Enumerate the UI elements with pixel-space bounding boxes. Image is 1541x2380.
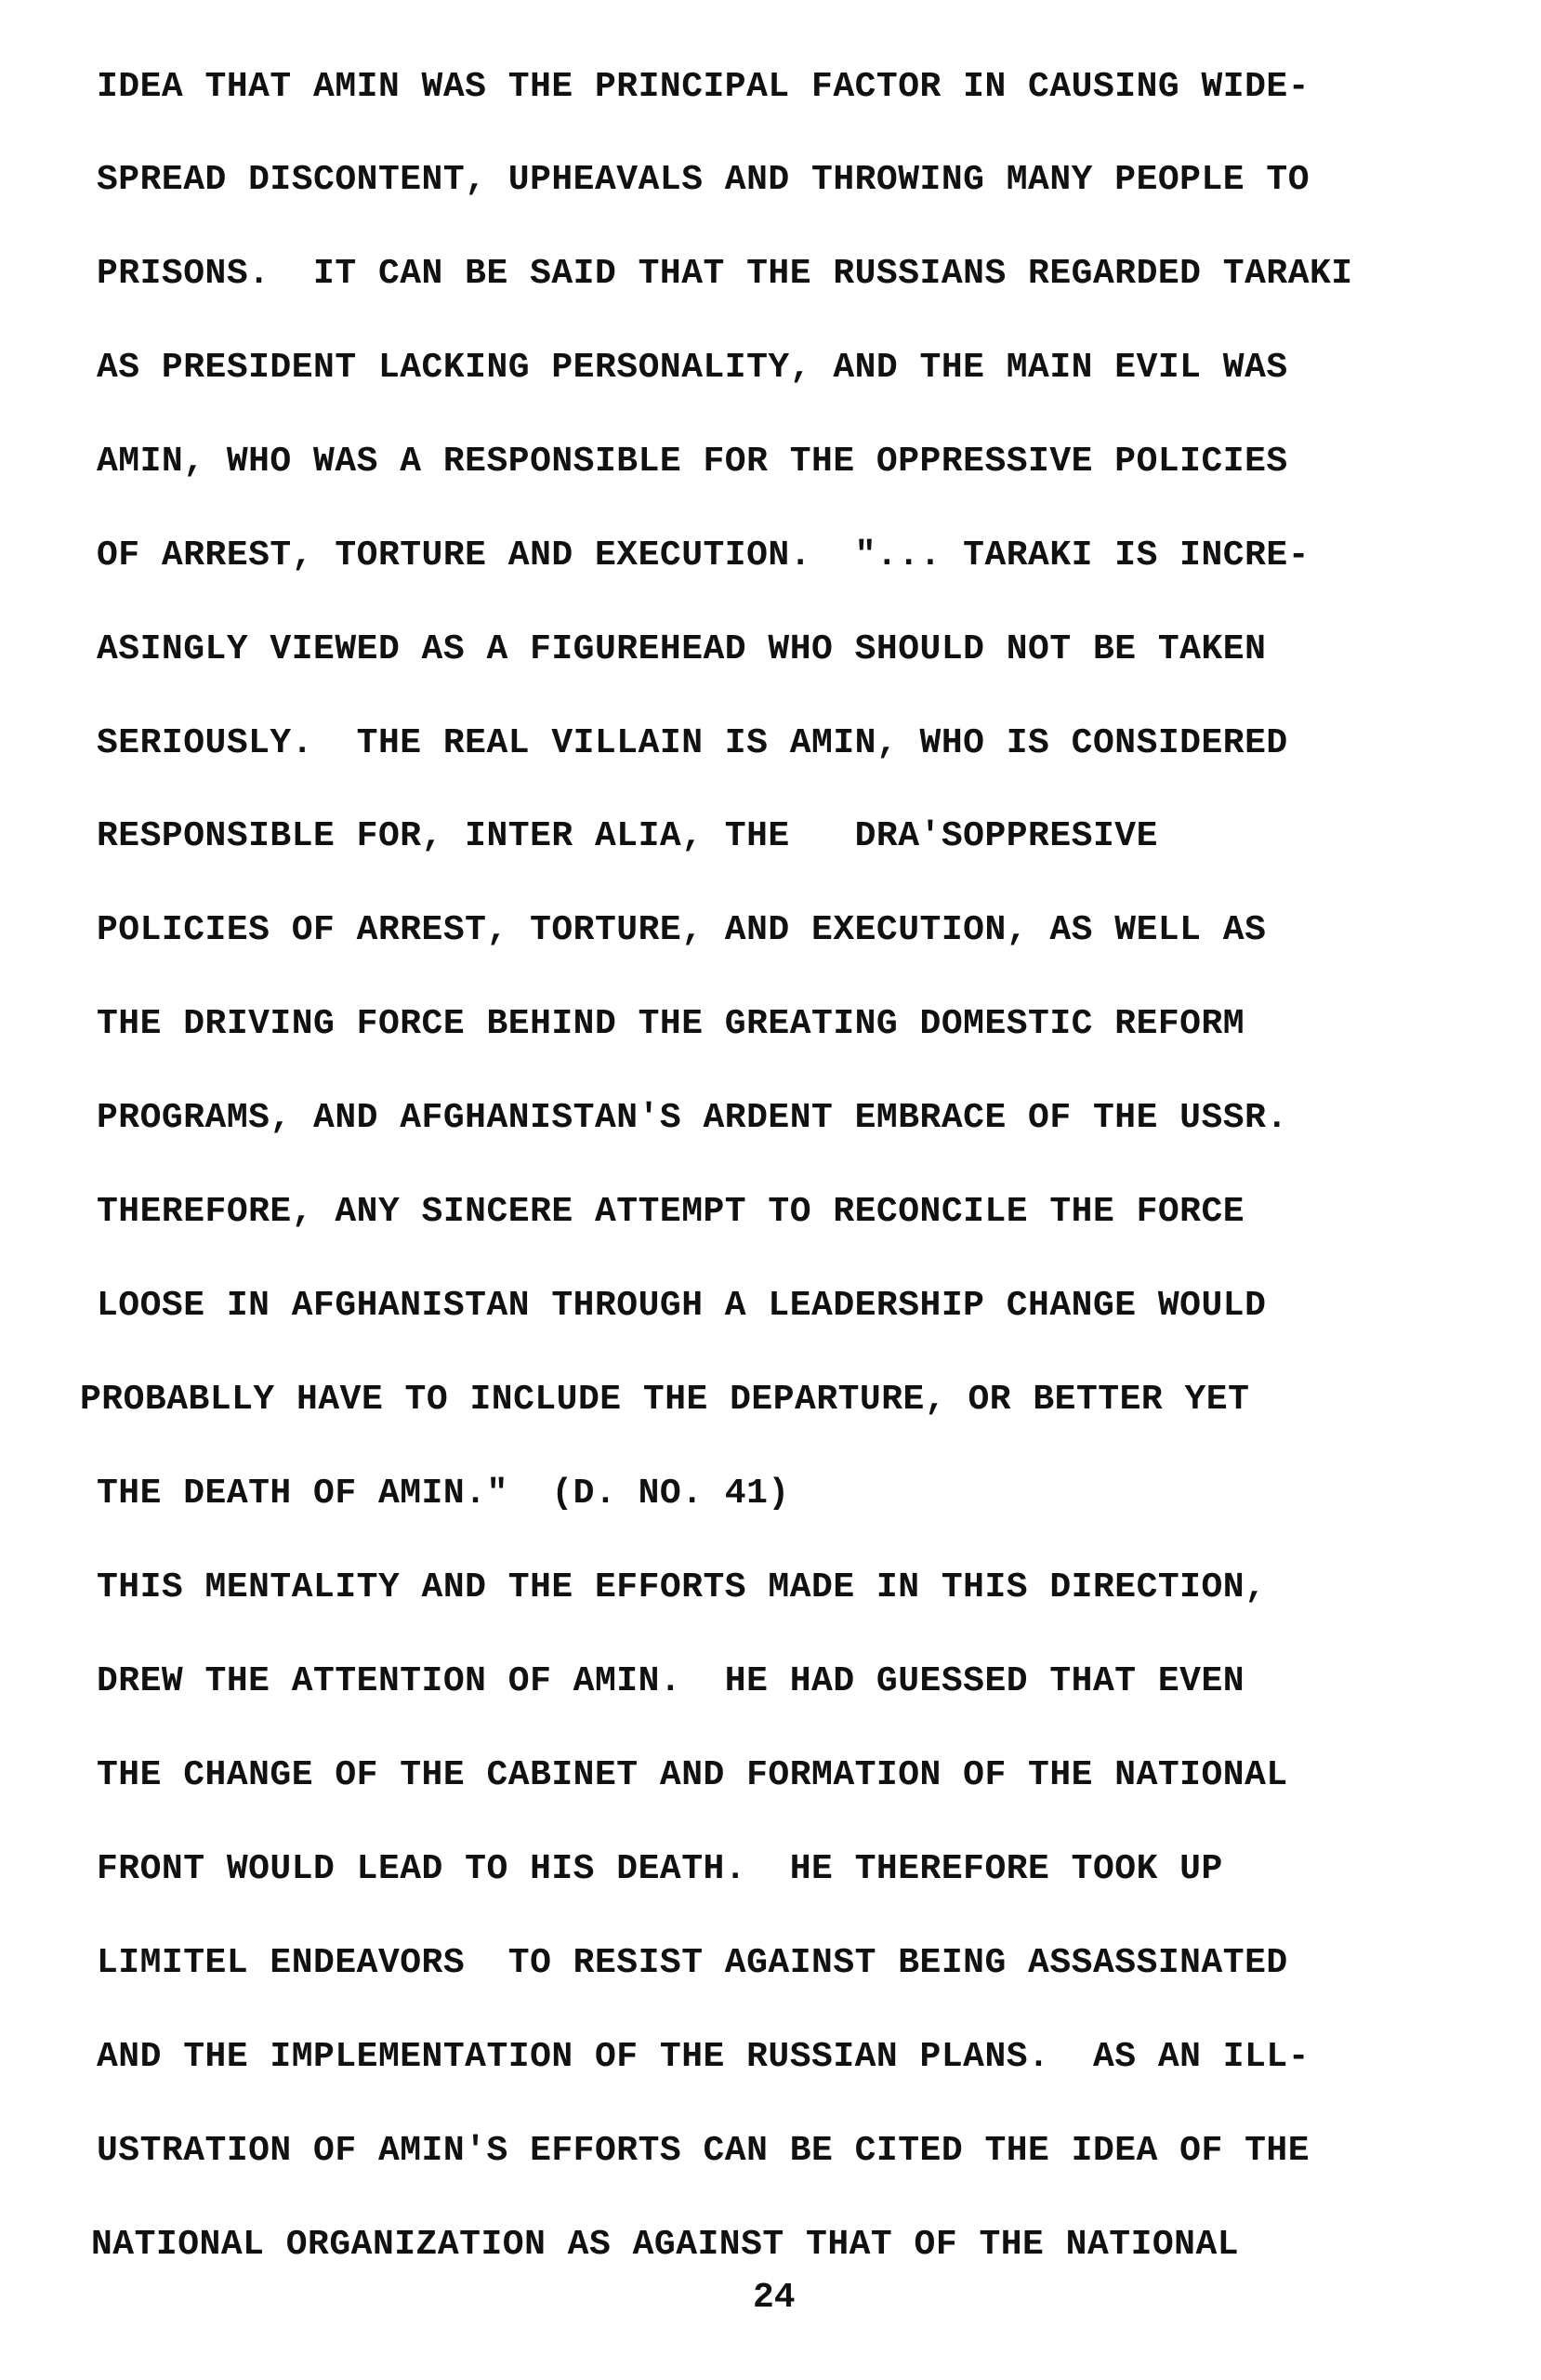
text-line: IDEA THAT AMIN WAS THE PRINCIPAL FACTOR IN CAUSING WIDE- <box>97 67 1311 107</box>
text-line: RESPONSIBLE FOR, INTER ALIA, THE DRA'SOPPRESIVE <box>97 816 1158 856</box>
text-line: THE DRIVING FORCE BEHIND THE GREATING DOMESTIC REFORM <box>97 1004 1245 1044</box>
text-line: THE DEATH OF AMIN." (D. NO. 41) <box>97 1474 790 1514</box>
text-line: USTRATION OF AMIN'S EFFORTS CAN BE CITED THE IDEA OF THE <box>97 2131 1311 2171</box>
text-line: DREW THE ATTENTION OF AMIN. HE HAD GUESSED THAT EVEN <box>97 1661 1245 1701</box>
text-line: SPREAD DISCONTENT, UPHEAVALS AND THROWING MANY PEOPLE TO <box>97 160 1311 200</box>
page-number: 24 <box>753 2278 796 2318</box>
text-line: AND THE IMPLEMENTATION OF THE RUSSIAN PLANS. AS AN ILL- <box>97 2037 1311 2077</box>
text-line: ASINGLY VIEWED AS A FIGUREHEAD WHO SHOULD NOT BE TAKEN <box>97 629 1267 669</box>
text-line: THEREFORE, ANY SINCERE ATTEMPT TO RECONCILE THE FORCE <box>97 1192 1245 1232</box>
text-line: SERIOUSLY. THE REAL VILLAIN IS AMIN, WHO IS CONSIDERED <box>97 723 1288 763</box>
text-line: PROGRAMS, AND AFGHANISTAN'S ARDENT EMBRACE OF THE USSR. <box>97 1098 1288 1138</box>
text-line: AS PRESIDENT LACKING PERSONALITY, AND THE MAIN EVIL WAS <box>97 348 1288 388</box>
text-line: PROBABLLY HAVE TO INCLUDE THE DEPARTURE, OR BETTER YET <box>80 1380 1250 1420</box>
text-line: LIMITEL ENDEAVORS TO RESIST AGAINST BEING ASSASSINATED <box>97 1943 1288 1983</box>
text-line: OF ARREST, TORTURE AND EXECUTION. "... TARAKI IS INCRE- <box>97 536 1311 575</box>
text-line: PRISONS. IT CAN BE SAID THAT THE RUSSIANS REGARDED TARAKI <box>97 254 1353 294</box>
text-line: POLICIES OF ARREST, TORTURE, AND EXECUTION, AS WELL AS <box>97 910 1267 950</box>
text-line: FRONT WOULD LEAD TO HIS DEATH. HE THEREFORE TOOK UP <box>97 1849 1223 1889</box>
text-line: AMIN, WHO WAS A RESPONSIBLE FOR THE OPPRESSIVE POLICIES <box>97 442 1288 482</box>
text-line: THIS MENTALITY AND THE EFFORTS MADE IN THIS DIRECTION, <box>97 1567 1267 1607</box>
text-line: THE CHANGE OF THE CABINET AND FORMATION OF THE NATIONAL <box>97 1755 1288 1795</box>
text-line: NATIONAL ORGANIZATION AS AGAINST THAT OF THE NATIONAL <box>91 2225 1240 2265</box>
text-line: LOOSE IN AFGHANISTAN THROUGH A LEADERSHIP CHANGE WOULD <box>97 1286 1267 1326</box>
